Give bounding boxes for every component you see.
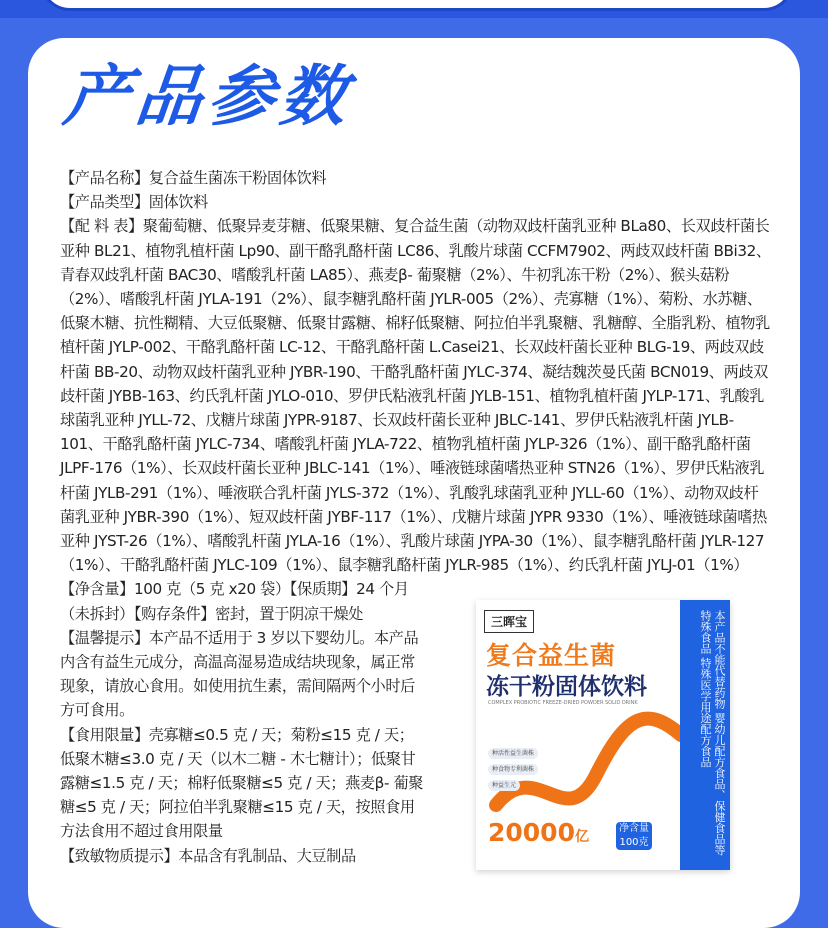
spec-product-type: 【产品类型】固体饮料: [60, 193, 208, 212]
spec-product-name: 【产品名称】复合益生菌冻干粉固体饮料: [60, 169, 327, 187]
package-feature-2: 种食物专利菌株: [488, 764, 538, 775]
top-strip: [0, 0, 828, 18]
package-side-text: 本产品不能代替药物 婴幼儿配方食品、保健食品等特殊食品 特殊医学用途配方食品: [699, 610, 726, 856]
package-name-line2: 冻干粉固体饮料: [486, 674, 647, 700]
package-net-label: 净含量: [619, 823, 649, 834]
package-net-value: 100克: [619, 837, 649, 848]
package-count-unit: 亿: [574, 829, 589, 845]
spec-left-column: [60, 577, 426, 867]
package-feature-1: 种活性益生菌株: [488, 748, 538, 759]
package-count: [488, 818, 589, 847]
package-count-value: 20000: [488, 818, 575, 847]
spec-net-content: 【净含量】100 克（5 克 x20 袋）【保质期】24 个月（未拆封）【购存条件】密封，置于阴凉干燥处: [60, 580, 409, 623]
product-package-image: [476, 600, 730, 870]
package-brand: 三晖宝: [484, 610, 534, 633]
package-net-badge: [616, 822, 652, 850]
spec-intake-limit: 【食用限量】壳寡糖≤0.5 克 / 天；菊粉≤15 克 / 天；低聚木糖≤3.0 克 / 天（以木二糖 - 木七糖计）；低聚甘露糖≤1.5 克 / 天；棉籽低聚糖≤5 克 / 天；燕麦β- 葡聚糖≤5 克 / 天；阿拉伯半乳聚糖≤15 克 / 天，按照食用方法食用不超过食用限量: [60, 725, 424, 841]
package-name-line1: 复合益生菌: [486, 641, 617, 670]
page-title: 产品参数: [60, 58, 357, 135]
package-english-name: COMPLEX PROBIOTIC FREEZE-DRIED POWDER SOLID DRINK: [488, 700, 638, 706]
package-feature-3: 种益生元: [488, 780, 520, 791]
spec-allergen: 【致敏物质提示】本品含有乳制品、大豆制品: [60, 846, 356, 865]
spec-ingredients: 【配 料 表】聚葡萄糖、低聚异麦芽糖、低聚果糖、复合益生菌（动物双歧杆菌乳亚种 BLa80、长双歧杆菌长亚种 BL21、植物乳植杆菌 Lp90、副干酪乳酪杆菌 LC86、乳酸片球菌 CCFM7902、两歧双歧杆菌 BBi32、青春双歧乳杆菌 BAC30、嗜酸乳杆菌 LA85）、燕麦β- 葡聚糖（2%）、牛初乳冻干粉（2%）、猴头菇粉（2%）、嗜酸乳杆菌 JYLA-191（2%）、鼠李糖乳酪杆菌 JYLR-005（2%）、壳寡糖（1%）、菊粉、水苏糖、低聚木糖、抗性糊精、大豆低聚糖、低聚甘露糖、棉籽低聚糖、阿拉伯半乳聚糖、乳糖醇、全脂乳粉、植物乳植杆菌 JYLP-002、干酪乳酪杆菌 LC-12、干酪乳酪杆菌 L.Casei21、长双歧杆菌长亚种 BLG-19、两歧双歧杆菌 BB-20、动物双歧杆菌乳亚种 JYBR-190、干酪乳酪杆菌 JYLC-374、凝结魏茨曼氏菌 BCN019、两歧双歧杆菌 JYBB-163、约氏乳杆菌 JYLO-010、罗伊氏粘液乳杆菌 JYLB-151、植物乳植杆菌 JYLP-171、乳酸乳球菌乳亚种 JYLL-72、戊糖片球菌 JYPR-9187、长双歧杆菌长亚种 JBLC-141、罗伊氏粘液乳杆菌 JYLB-101、干酪乳酪杆菌 JYLC-734、嗜酸乳杆菌 JYLA-722、植物乳植杆菌 JYLP-326（1%）、副干酪乳酪杆菌 JLPF-176（1%）、长双歧杆菌长亚种 JBLC-141（1%）、唾液链球菌嗜热亚种 STN26（1%）、罗伊氏粘液乳杆菌 JYLB-291（1%）、唾液联合乳杆菌 JYLS-372（1%）、乳酸乳球菌乳亚种 JYLL-60（1%）、动物双歧杆菌乳亚种 JYBR-390（1%）、短双歧杆菌 JYBF-117（1%）、戊糖片球菌 JYPR 9330（1%）、唾液链球菌嗜热亚种 JYST-26（1%）、嗜酸乳杆菌 JYLA-16（1%）、乳酸片球菌 JYPA-30（1%）、鼠李糖乳酪杆菌 JYLR-127（1%）、干酪乳酪杆菌 JYLC-109（1%）、鼠李糖乳酪杆菌 JYLR-985（1%）、约氏乳杆菌 JYLJ-01（1%）: [60, 217, 771, 575]
top-band: [40, 0, 794, 11]
spec-warm-tip: 【温馨提示】本产品不适用于 3 岁以下婴幼儿。本产品内含有益生元成分，高温高湿易造成结块现象，属正常现象，请放心食用。如使用抗生素，需间隔两个小时后方可食用。: [60, 628, 419, 720]
